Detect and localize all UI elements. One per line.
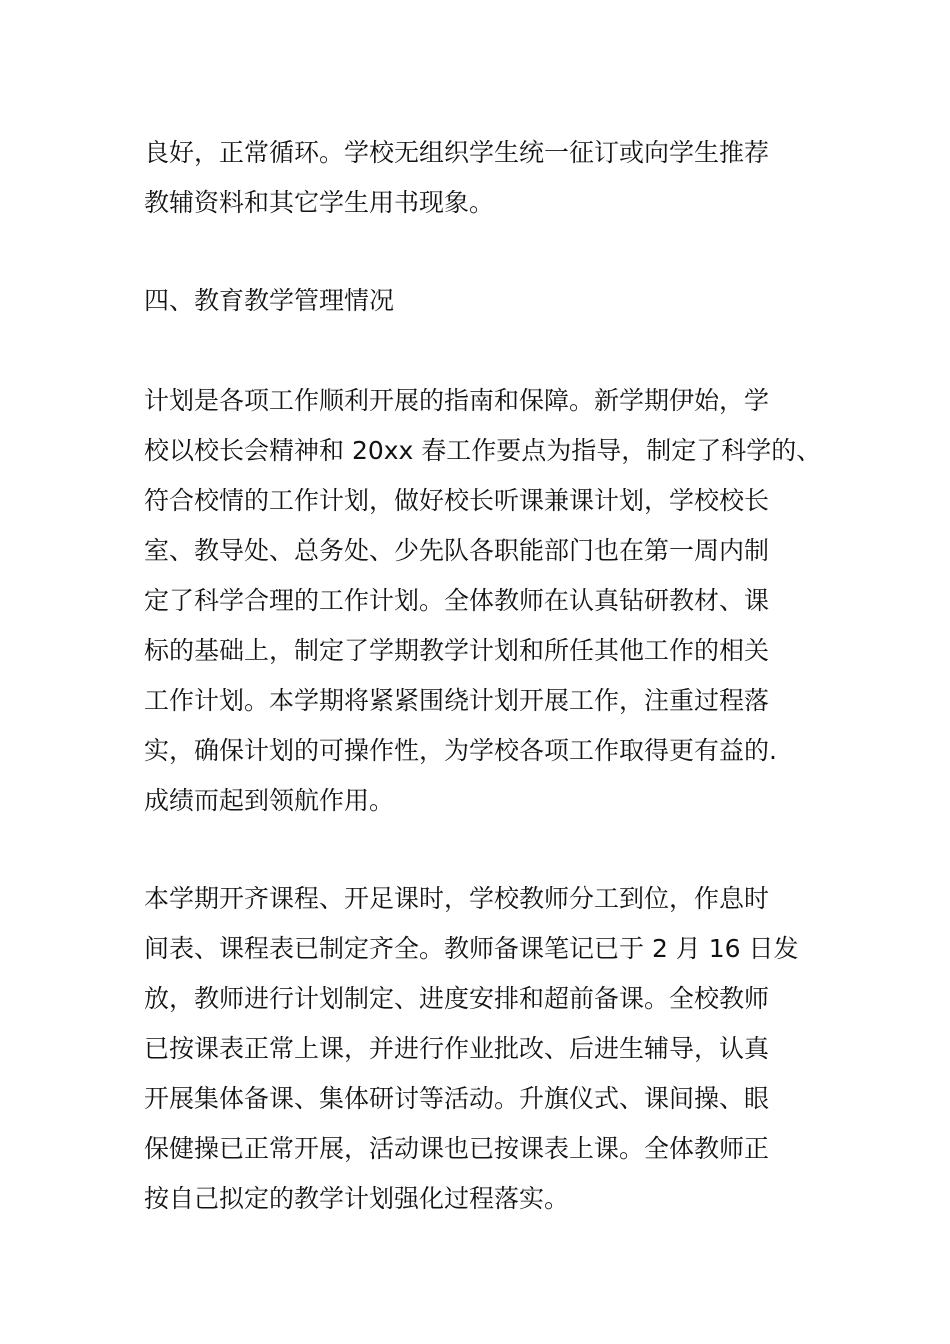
text-line: 良好，正常循环。学校无组织学生统一征订或向学生推荐 [144,138,770,167]
text-line: 计划是各项工作顺利开展的指南和保障。新学期伊始，学 [144,386,770,415]
text-line: 实，确保计划的可操作性，为学校各项工作取得更有益的. [144,736,777,765]
text-line: 工作计划。本学期将紧紧围绕计划开展工作，注重过程落 [144,686,770,715]
text-line: 定了科学合理的工作计划。全体教师在认真钻研教材、课 [144,586,770,615]
text-line: 本学期开齐课程、开足课时，学校教师分工到位，作息时 [144,884,770,913]
text-line: 标的基础上，制定了学期教学计划和所任其他工作的相关 [144,636,770,665]
paragraph-closing-note [144,128,824,228]
section-heading [144,276,824,326]
text-line: 室、教导处、总务处、少先队各职能部门也在第一周内制 [144,536,770,565]
text-line: 间表、课程表已制定齐全。教师备课笔记已于 2 月 16 日发 [144,934,799,963]
paragraph-courses [144,874,824,1224]
section-title: 四、教育教学管理情况 [144,286,395,315]
paragraph-planning [144,376,824,826]
text-line: 教辅资料和其它学生用书现象。 [144,188,495,217]
text-line: 放，教师进行计划制定、进度安排和超前备课。全校教师 [144,984,770,1013]
text-line: 成绩而起到领航作用。 [144,786,395,815]
text-line: 已按课表正常上课，并进行作业批改、后进生辅导，认真 [144,1034,770,1063]
text-line: 开展集体备课、集体研讨等活动。升旗仪式、课间操、眼 [144,1084,770,1113]
text-line: 校以校长会精神和 20xx 春工作要点为指导，制定了科学的、 [144,436,822,465]
text-line: 符合校情的工作计划，做好校长听课兼课计划，学校校长 [144,486,770,515]
text-line: 保健操已正常开展，活动课也已按课表上课。全体教师正 [144,1134,770,1163]
text-line: 按自己拟定的教学计划强化过程落实。 [144,1184,570,1213]
